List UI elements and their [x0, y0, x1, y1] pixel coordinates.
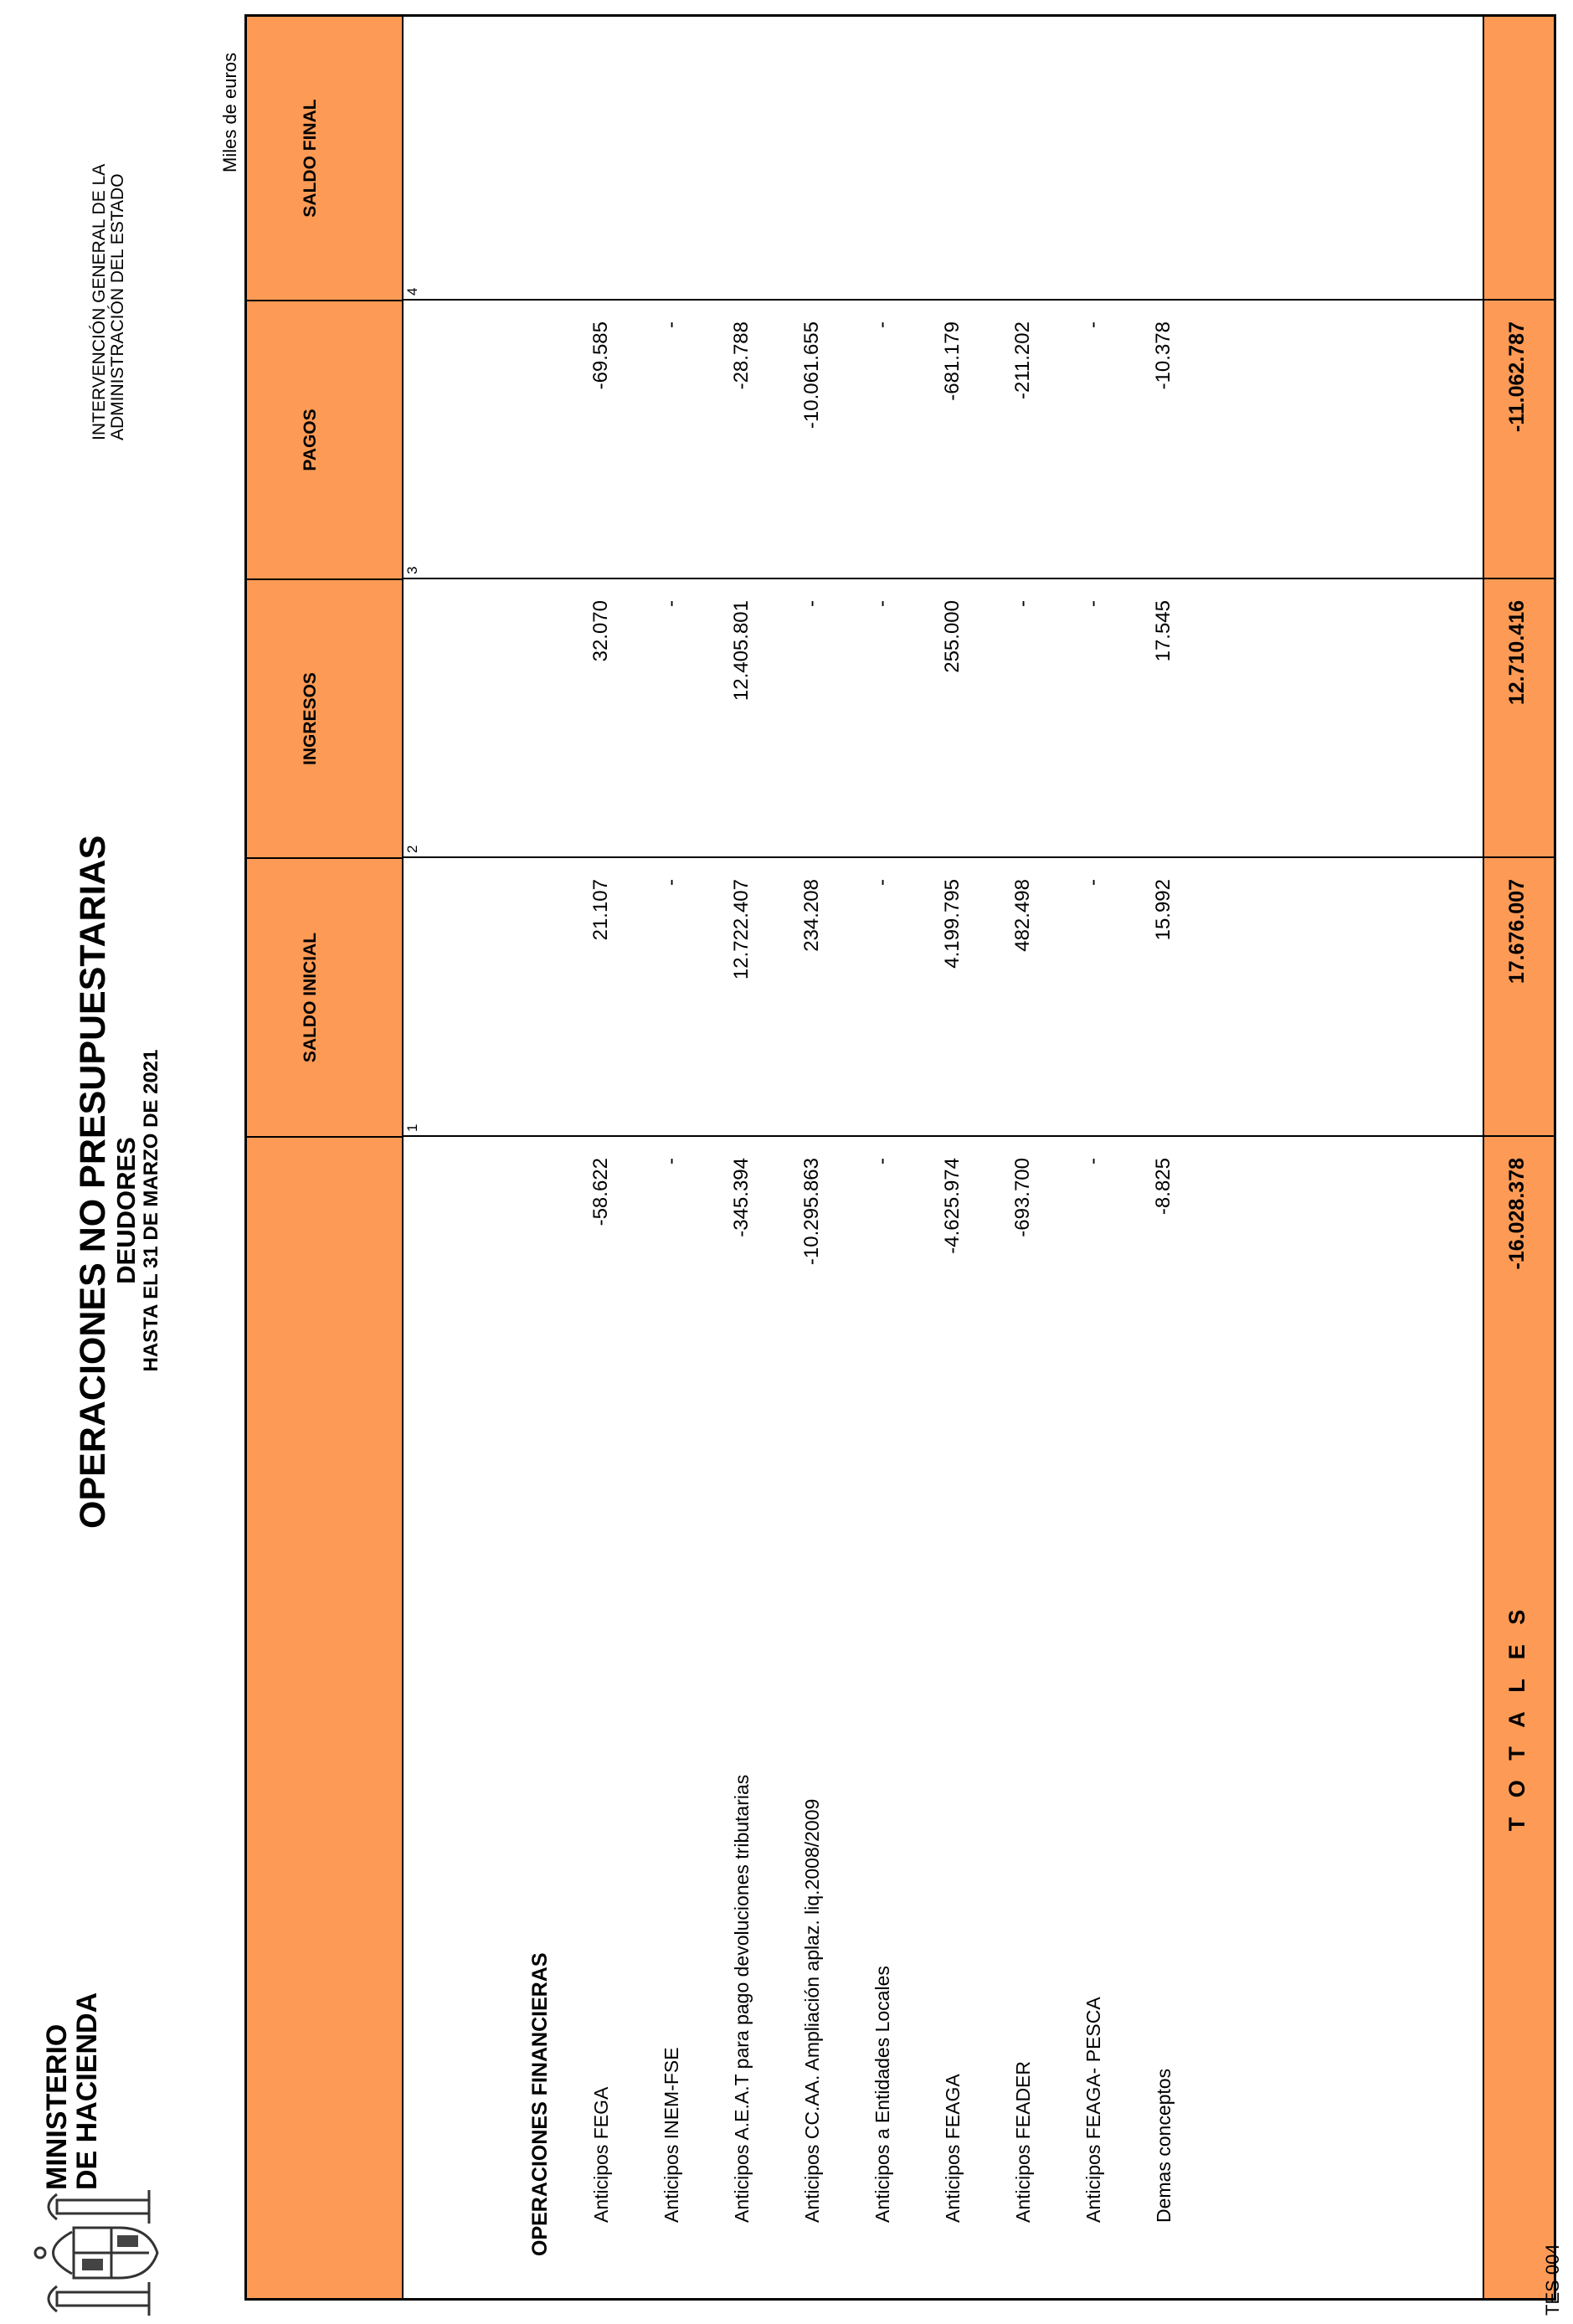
cell-pagos: 17.545	[1152, 600, 1175, 662]
ministry-line-1: MINISTERIO	[41, 2023, 73, 2190]
cell-pagos: -	[660, 600, 682, 607]
cell-pagos: -	[800, 600, 823, 607]
organization-name	[90, 164, 127, 440]
header-cell-pagos	[247, 300, 402, 578]
column-number: 2	[404, 845, 420, 853]
cell-saldo-final: -	[1082, 321, 1104, 328]
cell-saldo-inicial: -10.295.863	[800, 1158, 823, 1266]
table-row	[659, 17, 684, 2298]
units-note: Miles de euros	[219, 52, 240, 172]
cell-saldo-final: -10.061.655	[800, 321, 823, 429]
table-row	[940, 17, 965, 2298]
page-subtitle: DEUDORES	[111, 1137, 141, 1284]
cell-saldo-inicial: -693.700	[1011, 1158, 1034, 1237]
coat-of-arms-logo	[23, 2182, 174, 2324]
total-saldo-inicial: -16.028.378	[1505, 1158, 1529, 1270]
cell-saldo-inicial: -	[871, 1158, 893, 1165]
row-label: Anticipos A.E.A.T para pago devoluciones tributarias	[731, 1774, 753, 2223]
totals-label: T O T A L E S	[1504, 1602, 1529, 1832]
row-label: Anticipos CC.AA. Ampliación aplaz. liq.2008/2009	[801, 1798, 823, 2223]
row-label: Anticipos FEADER	[1012, 2060, 1034, 2223]
column-header: SALDO INICIAL	[301, 932, 320, 1063]
cell-saldo-inicial: -8.825	[1152, 1158, 1175, 1216]
header-cell-saldo-inicial	[247, 857, 402, 1136]
cell-ingresos: -	[871, 879, 893, 886]
cell-saldo-final: -10.378	[1152, 321, 1175, 390]
table-row	[1010, 17, 1036, 2298]
ministry-line-2: DE HACIENDA	[71, 1992, 103, 2190]
cell-saldo-final: -	[871, 321, 893, 328]
cell-ingresos: -	[660, 879, 682, 886]
cell-saldo-final: -69.585	[589, 321, 612, 390]
column-divider	[402, 299, 1554, 301]
row-label: Anticipos FEAGA- PESCA	[1082, 1997, 1104, 2223]
ministry-name	[42, 1992, 102, 2190]
total-pagos: 12.710.416	[1505, 600, 1529, 706]
cell-ingresos: 15.992	[1152, 879, 1175, 941]
cell-saldo-final: -681.179	[941, 321, 964, 401]
row-label: Anticipos FEAGA	[942, 2074, 964, 2223]
total-ingresos: 17.676.007	[1505, 879, 1529, 985]
report-date: HASTA EL 31 DE MARZO DE 2021	[140, 1049, 162, 1372]
column-divider	[1484, 856, 1554, 858]
column-header: PAGOS	[301, 409, 320, 471]
column-divider	[402, 578, 1554, 579]
cell-saldo-inicial: -	[1082, 1158, 1104, 1165]
cell-ingresos: 4.199.795	[941, 879, 964, 969]
cell-pagos: 32.070	[589, 600, 612, 662]
column-divider	[402, 856, 1554, 858]
table-row	[589, 17, 614, 2298]
table-row	[799, 17, 825, 2298]
header-cell-saldo-final	[247, 17, 402, 300]
totals-row	[1483, 17, 1554, 2298]
column-number: 4	[404, 287, 420, 296]
cell-ingresos: 12.722.407	[730, 879, 753, 980]
cell-pagos: 255.000	[941, 600, 964, 673]
row-label: Anticipos a Entidades Locales	[871, 1966, 893, 2223]
column-divider	[1484, 578, 1554, 579]
organization-line-1: INTERVENCIÓN GENERAL DE LA	[90, 163, 109, 440]
cell-pagos: -	[1082, 600, 1104, 607]
column-divider	[1484, 299, 1554, 301]
cell-ingresos: -	[1082, 879, 1104, 886]
column-number: 1	[404, 1123, 420, 1132]
header-cell-ingresos	[247, 578, 402, 857]
column-number: 3	[404, 566, 420, 574]
row-label: Anticipos INEM-FSE	[661, 2047, 682, 2223]
column-divider	[402, 1135, 1554, 1137]
cell-saldo-inicial: -	[660, 1158, 682, 1165]
column-header: INGRESOS	[301, 672, 320, 765]
cell-saldo-final: -	[660, 321, 682, 328]
cell-saldo-inicial: -4.625.974	[941, 1158, 964, 1254]
header-divider	[402, 17, 404, 2298]
table-row	[1151, 17, 1176, 2298]
organization-line-2: ADMINISTRACIÓN DEL ESTADO	[108, 173, 127, 440]
section-title: OPERACIONES FINANCIERAS	[528, 1952, 552, 2256]
column-header: SALDO FINAL	[301, 99, 320, 218]
table-row	[1081, 17, 1106, 2298]
header-cell-concept	[247, 1136, 402, 2298]
cell-ingresos: 234.208	[800, 879, 823, 952]
title-block	[73, 835, 163, 1529]
cell-saldo-final: -211.202	[1011, 321, 1034, 399]
table-row	[729, 17, 754, 2298]
cell-saldo-inicial: -345.394	[730, 1158, 753, 1237]
row-label: Demas conceptos	[1153, 2068, 1175, 2223]
data-table	[244, 14, 1556, 2301]
form-code: TES 004	[1542, 2244, 1563, 2316]
cell-pagos: -	[871, 600, 893, 607]
cell-saldo-final: -28.788	[730, 321, 753, 390]
cell-ingresos: 21.107	[589, 879, 612, 941]
cell-pagos: -	[1011, 600, 1034, 607]
cell-ingresos: 482.498	[1011, 879, 1034, 952]
cell-pagos: 12.405.801	[730, 600, 753, 702]
table-row	[870, 17, 895, 2298]
cell-saldo-inicial: -58.622	[589, 1158, 612, 1226]
total-saldo-final: -11.062.787	[1505, 321, 1529, 433]
row-label: Anticipos FEGA	[590, 2086, 612, 2223]
page-title: OPERACIONES NO PRESUPUESTARIAS	[73, 835, 113, 1529]
